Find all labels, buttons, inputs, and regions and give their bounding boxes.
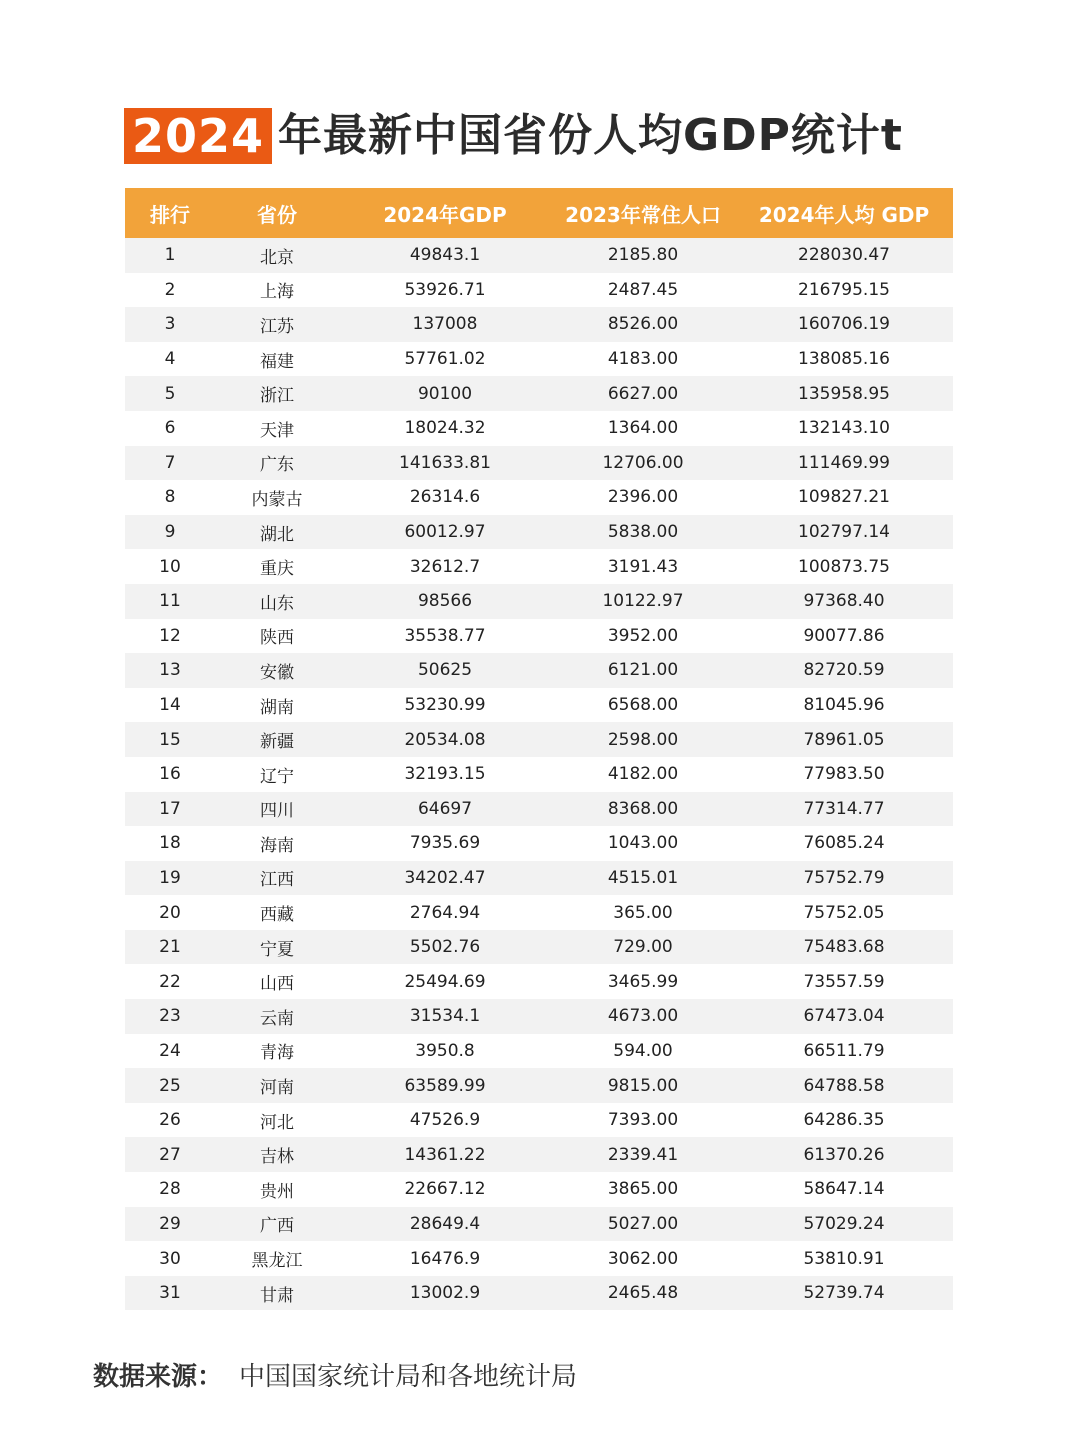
cell-province: 宁夏 [260,939,294,960]
cell-province: 上海 [260,282,294,303]
table-row [125,1276,953,1311]
table-row [125,619,953,654]
cell-population: 5027.00 [607,1213,679,1234]
cell-rank: 25 [159,1075,181,1096]
table-row [125,653,953,688]
cell-per-capita: 109827.21 [798,487,890,508]
cell-per-capita: 66511.79 [803,1040,885,1061]
cell-rank: 12 [159,625,181,646]
header-province: 省份 [257,202,297,227]
cell-population: 5838.00 [607,522,679,543]
cell-gdp: 20534.08 [404,729,486,750]
table-row [125,273,953,308]
cell-province: 浙江 [260,386,294,407]
cell-province: 山东 [260,593,294,614]
cell-population: 6121.00 [607,660,679,681]
cell-per-capita: 75752.05 [803,902,885,923]
cell-province: 海南 [260,835,294,856]
table-row [125,999,953,1034]
cell-gdp: 16476.9 [409,1248,481,1269]
cell-province: 甘肃 [260,1285,294,1306]
cell-gdp: 32612.7 [409,556,481,577]
cell-province: 云南 [260,1008,294,1029]
cell-population: 1043.00 [607,833,679,854]
cell-province: 江苏 [260,316,294,337]
cell-population: 8368.00 [607,798,679,819]
cell-population: 4515.01 [607,867,679,888]
cell-population: 2598.00 [607,729,679,750]
table-row [125,515,953,550]
cell-population: 3062.00 [607,1248,679,1269]
cell-population: 6568.00 [607,695,679,716]
table-row [125,792,953,827]
header-per-capita: 2024年人均 GDP [758,202,930,227]
cell-per-capita: 228030.47 [798,245,890,266]
table-row [125,307,953,342]
cell-province: 内蒙古 [251,489,303,510]
cell-gdp: 53926.71 [404,279,486,300]
page-title [124,104,903,168]
cell-rank: 19 [159,867,181,888]
cell-gdp: 3950.8 [415,1040,475,1061]
cell-province: 陕西 [260,628,294,649]
cell-gdp: 137008 [412,314,478,335]
cell-per-capita: 97368.40 [803,591,885,612]
cell-gdp: 63589.99 [404,1075,486,1096]
cell-province: 西藏 [260,905,294,926]
cell-rank: 16 [159,764,181,785]
cell-rank: 24 [159,1040,181,1061]
header-population: 2023年常住人口 [565,202,721,227]
cell-province: 重庆 [260,559,294,580]
cell-population: 10122.97 [602,591,684,612]
cell-gdp: 31534.1 [409,1006,481,1027]
cell-province: 吉林 [260,1147,294,1168]
cell-gdp: 49843.1 [409,245,481,266]
cell-rank: 30 [159,1248,181,1269]
cell-per-capita: 160706.19 [798,314,890,335]
cell-rank: 15 [159,729,181,750]
cell-province: 黑龙江 [251,1251,303,1272]
cell-rank: 17 [159,798,181,819]
cell-rank: 6 [164,418,176,439]
cell-per-capita: 81045.96 [803,695,885,716]
table-header [125,188,953,238]
cell-gdp: 53230.99 [404,695,486,716]
cell-per-capita: 64788.58 [803,1075,885,1096]
cell-province: 辽宁 [260,766,294,787]
cell-rank: 18 [159,833,181,854]
cell-gdp: 26314.6 [409,487,481,508]
table-row [125,549,953,584]
cell-per-capita: 100873.75 [798,556,890,577]
cell-rank: 22 [159,971,181,992]
cell-per-capita: 132143.10 [798,418,890,439]
cell-population: 1364.00 [607,418,679,439]
cell-per-capita: 78961.05 [803,729,885,750]
cell-population: 7393.00 [607,1110,679,1131]
cell-rank: 7 [164,452,176,473]
cell-per-capita: 216795.15 [798,279,890,300]
table-row [125,895,953,930]
cell-gdp: 90100 [417,383,473,404]
table-row [125,1241,953,1276]
cell-population: 12706.00 [602,452,684,473]
table-row [125,584,953,619]
cell-rank: 20 [159,902,181,923]
cell-population: 3465.99 [607,971,679,992]
cell-per-capita: 138085.16 [798,349,890,370]
cell-population: 6627.00 [607,383,679,404]
table-row [125,1172,953,1207]
title-year-badge: 2024 [124,108,272,164]
cell-population: 2465.48 [607,1283,679,1304]
cell-population: 2487.45 [607,279,679,300]
cell-rank: 9 [164,522,176,543]
table-row [125,826,953,861]
cell-gdp: 60012.97 [404,522,486,543]
cell-rank: 1 [164,245,176,266]
table-row [125,480,953,515]
cell-gdp: 47526.9 [409,1110,481,1131]
cell-per-capita: 57029.24 [803,1213,885,1234]
header-rank: 排行 [150,202,190,227]
cell-per-capita: 75483.68 [803,937,885,958]
table-row [125,1207,953,1242]
cell-rank: 11 [159,591,181,612]
cell-per-capita: 75752.79 [803,867,885,888]
cell-province: 安徽 [260,662,294,683]
cell-province: 河北 [260,1112,294,1133]
cell-rank: 5 [164,383,176,404]
cell-population: 2339.41 [607,1144,679,1165]
cell-gdp: 22667.12 [404,1179,486,1200]
cell-gdp: 7935.69 [409,833,481,854]
cell-per-capita: 67473.04 [803,1006,885,1027]
cell-rank: 31 [159,1283,181,1304]
cell-province: 广西 [260,1216,294,1237]
cell-population: 4182.00 [607,764,679,785]
table-row [125,411,953,446]
cell-province: 贵州 [260,1181,294,1202]
table-row [125,1103,953,1138]
table-row [125,688,953,723]
cell-gdp: 5502.76 [409,937,481,958]
table-row [125,861,953,896]
cell-province: 广东 [260,455,294,476]
cell-province: 福建 [260,351,294,372]
cell-per-capita: 52739.74 [803,1283,885,1304]
table-row [125,238,953,273]
cell-rank: 29 [159,1213,181,1234]
table-row [125,757,953,792]
table-row [125,722,953,757]
cell-province: 湖南 [260,697,294,718]
cell-per-capita: 77983.50 [803,764,885,785]
cell-per-capita: 82720.59 [803,660,885,681]
cell-per-capita: 64286.35 [803,1110,885,1131]
cell-rank: 13 [159,660,181,681]
cell-population: 729.00 [613,937,673,958]
cell-population: 3865.00 [607,1179,679,1200]
cell-province: 山西 [260,974,294,995]
cell-gdp: 32193.15 [404,764,486,785]
cell-per-capita: 111469.99 [798,452,890,473]
cell-province: 天津 [260,420,294,441]
header-gdp: 2024年GDP [383,202,507,227]
cell-rank: 28 [159,1179,181,1200]
cell-rank: 8 [164,487,176,508]
table-row [125,446,953,481]
cell-rank: 14 [159,695,181,716]
cell-rank: 26 [159,1110,181,1131]
cell-gdp: 141633.81 [399,452,491,473]
cell-gdp: 57761.02 [404,349,486,370]
cell-gdp: 18024.32 [404,418,486,439]
table-row [125,1068,953,1103]
cell-gdp: 13002.9 [409,1283,481,1304]
cell-population: 8526.00 [607,314,679,335]
cell-per-capita: 61370.26 [803,1144,885,1165]
table-row [125,376,953,411]
cell-gdp: 50625 [417,660,473,681]
cell-rank: 10 [159,556,181,577]
cell-per-capita: 135958.95 [798,383,890,404]
cell-per-capita: 76085.24 [803,833,885,854]
cell-population: 3191.43 [607,556,679,577]
cell-gdp: 25494.69 [404,971,486,992]
cell-population: 4183.00 [607,349,679,370]
cell-population: 594.00 [613,1040,673,1061]
table-row [125,964,953,999]
cell-per-capita: 53810.91 [803,1248,885,1269]
cell-province: 湖北 [260,524,294,545]
cell-gdp: 34202.47 [404,867,486,888]
table-body [125,238,953,1310]
cell-province: 北京 [260,247,294,268]
cell-gdp: 35538.77 [404,625,486,646]
cell-population: 4673.00 [607,1006,679,1027]
cell-province: 四川 [260,801,294,822]
cell-gdp: 28649.4 [409,1213,481,1234]
cell-rank: 4 [164,349,176,370]
table-row [125,1034,953,1069]
cell-rank: 2 [164,279,176,300]
cell-population: 2396.00 [607,487,679,508]
cell-rank: 3 [164,314,176,335]
cell-rank: 27 [159,1144,181,1165]
title-text: 年最新中国省份人均GDP统计t [278,110,903,161]
cell-per-capita: 90077.86 [803,625,885,646]
cell-province: 江西 [260,870,294,891]
source-value: 中国国家统计局和各地统计局 [239,1362,578,1392]
cell-province: 新疆 [260,732,294,753]
gdp-table [125,188,953,1310]
cell-gdp: 14361.22 [404,1144,486,1165]
cell-province: 青海 [260,1043,294,1064]
cell-rank: 23 [159,1006,181,1027]
cell-per-capita: 58647.14 [803,1179,885,1200]
table-row [125,1137,953,1172]
cell-gdp: 2764.94 [409,902,481,923]
cell-gdp: 64697 [417,798,473,819]
cell-per-capita: 73557.59 [803,971,885,992]
source-note [93,1356,577,1393]
cell-population: 365.00 [613,902,673,923]
cell-population: 2185.80 [607,245,679,266]
cell-rank: 21 [159,937,181,958]
cell-gdp: 98566 [417,591,473,612]
cell-province: 河南 [260,1078,294,1099]
table-row [125,930,953,965]
cell-per-capita: 102797.14 [798,522,890,543]
cell-per-capita: 77314.77 [803,798,885,819]
source-label: 数据来源： [93,1362,224,1392]
cell-population: 9815.00 [607,1075,679,1096]
cell-population: 3952.00 [607,625,679,646]
table-row [125,342,953,377]
